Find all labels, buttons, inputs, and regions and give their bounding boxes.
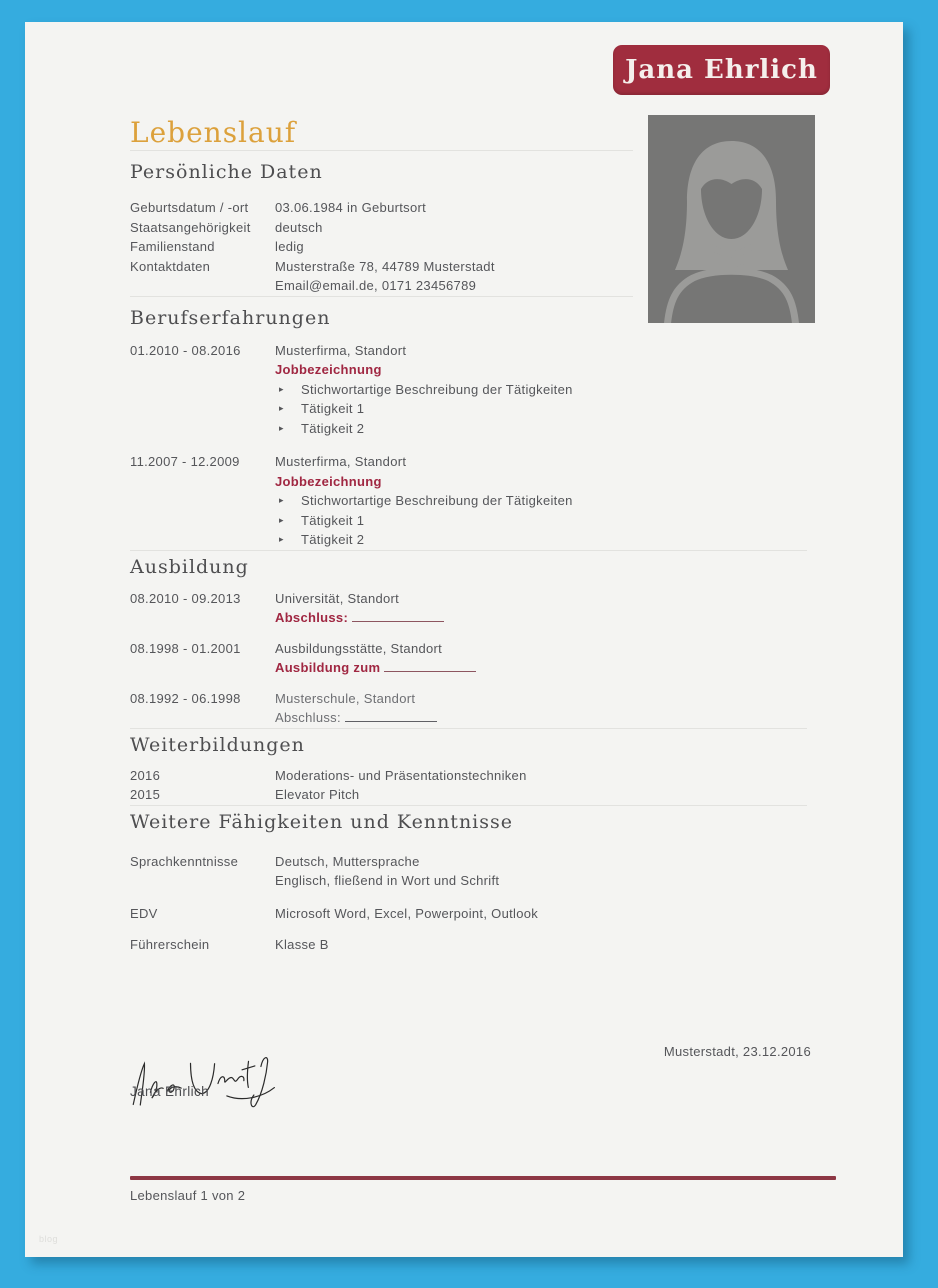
entry-period: 01.2010 - 08.2016 bbox=[130, 342, 241, 358]
row-value bbox=[275, 852, 811, 891]
row-label: Staatsangehörigkeit bbox=[130, 219, 251, 235]
training-row bbox=[130, 785, 811, 805]
row-title: Moderations- und Präsentationstechniken bbox=[275, 767, 527, 783]
row-label: Familienstand bbox=[130, 239, 215, 254]
entry-role: Jobbezeichnung bbox=[275, 473, 382, 489]
training-table bbox=[130, 766, 811, 805]
bullet-text: Tätigkeit 2 bbox=[301, 532, 365, 547]
row-year: 2015 bbox=[130, 787, 161, 802]
row-value: Microsoft Word, Excel, Powerpoint, Outlook bbox=[275, 905, 539, 921]
entry-bullets bbox=[275, 380, 573, 439]
personal-row bbox=[130, 218, 811, 238]
row-label: Geburtsdatum / -ort bbox=[130, 200, 249, 215]
triangle-bullet-icon: ▸ bbox=[279, 383, 284, 394]
entry-institution: Universität, Standort bbox=[275, 590, 400, 606]
skills-row bbox=[130, 852, 811, 891]
bullet-item bbox=[275, 530, 573, 550]
language-line: Englisch, fließend in Wort und Schrift bbox=[275, 873, 500, 888]
personal-data-table bbox=[130, 198, 811, 296]
bullet-item bbox=[275, 380, 573, 400]
row-label: Führerschein bbox=[130, 937, 210, 952]
triangle-bullet-icon: ▸ bbox=[279, 514, 284, 525]
entry-period: 08.1998 - 01.2001 bbox=[130, 640, 241, 656]
education-entry bbox=[130, 639, 811, 678]
education-entry bbox=[130, 689, 811, 728]
row-title: Elevator Pitch bbox=[275, 787, 360, 802]
section-heading-personal: Persönliche Daten bbox=[130, 161, 323, 183]
page-number-label: Lebenslauf 1 von 2 bbox=[130, 1188, 246, 1203]
triangle-bullet-icon: ▸ bbox=[279, 534, 284, 544]
divider bbox=[130, 150, 633, 151]
skills-row bbox=[130, 935, 811, 955]
divider bbox=[130, 805, 807, 806]
fill-in-blank bbox=[384, 661, 476, 672]
bullet-text: Stichwortartige Beschreibung der Tätigkeiten bbox=[301, 381, 573, 397]
row-value: Klasse B bbox=[275, 937, 329, 952]
language-line: Deutsch, Muttersprache bbox=[275, 853, 420, 869]
triangle-bullet-icon: ▸ bbox=[279, 495, 284, 505]
entry-institution: Musterschule, Standort bbox=[275, 690, 416, 706]
row-value: deutsch bbox=[275, 219, 323, 235]
personal-row bbox=[130, 237, 811, 257]
entry-bullets bbox=[275, 491, 573, 550]
entry-company: Musterfirma, Standort bbox=[275, 454, 407, 469]
page-title: Lebenslauf bbox=[130, 116, 297, 149]
experience-entry bbox=[130, 452, 811, 550]
entry-period: 08.1992 - 06.1998 bbox=[130, 690, 241, 706]
personal-row bbox=[130, 198, 811, 218]
degree-label: Abschluss: bbox=[275, 710, 341, 725]
entry-company: Musterfirma, Standort bbox=[275, 342, 407, 358]
education-entry bbox=[130, 589, 811, 628]
bullet-item bbox=[275, 511, 573, 531]
degree-label: Abschluss: bbox=[275, 610, 349, 625]
bullet-item bbox=[275, 491, 573, 511]
row-label: Sprachkenntnisse bbox=[130, 853, 239, 869]
training-row bbox=[130, 766, 811, 786]
entry-role: Jobbezeichnung bbox=[275, 362, 382, 377]
row-year: 2016 bbox=[130, 767, 161, 783]
section-heading-training: Weiterbildungen bbox=[130, 733, 305, 756]
row-label: Kontaktdaten bbox=[130, 258, 211, 274]
bullet-text: Tätigkeit 1 bbox=[301, 512, 365, 528]
bullet-text: Stichwortartige Beschreibung der Tätigkeiten bbox=[301, 493, 573, 508]
row-value bbox=[275, 257, 811, 296]
bullet-item bbox=[275, 419, 573, 439]
experience-entry bbox=[130, 341, 811, 439]
cv-page bbox=[25, 22, 903, 1257]
divider bbox=[130, 296, 633, 297]
address-line: Musterstraße 78, 44789 Musterstadt bbox=[275, 258, 495, 274]
fill-in-blank bbox=[352, 611, 444, 622]
bullet-item bbox=[275, 399, 573, 419]
place-date: Musterstadt, 23.12.2016 bbox=[663, 1044, 811, 1059]
degree-label: Ausbildung zum bbox=[275, 660, 381, 675]
bullet-text: Tätigkeit 2 bbox=[301, 420, 365, 436]
skills-table bbox=[130, 852, 811, 955]
name-banner: Jana Ehrlich bbox=[613, 45, 830, 95]
section-heading-skills: Weitere Fähigkeiten und Kenntnisse bbox=[130, 810, 514, 833]
watermark: blog bbox=[39, 1234, 59, 1244]
entry-institution: Ausbildungsstätte, Standort bbox=[275, 640, 443, 656]
row-value: ledig bbox=[275, 239, 304, 254]
divider bbox=[130, 728, 807, 729]
row-label: EDV bbox=[130, 905, 158, 921]
entry-period: 11.2007 - 12.2009 bbox=[130, 454, 240, 469]
personal-row bbox=[130, 257, 811, 296]
bullet-text: Tätigkeit 1 bbox=[301, 401, 365, 416]
triangle-bullet-icon: ▸ bbox=[279, 403, 284, 413]
fill-in-blank bbox=[345, 711, 437, 722]
triangle-bullet-icon: ▸ bbox=[279, 422, 284, 433]
entry-period: 08.2010 - 09.2013 bbox=[130, 590, 241, 606]
footer-accent-line bbox=[130, 1176, 836, 1180]
section-heading-education: Ausbildung bbox=[130, 555, 249, 578]
signed-name: Jana Ehrlich bbox=[130, 1084, 210, 1099]
contact-line: Email@email.de, 0171 23456789 bbox=[275, 278, 477, 293]
divider bbox=[130, 550, 807, 551]
section-heading-experience: Berufserfahrungen bbox=[130, 306, 331, 329]
skills-row bbox=[130, 904, 811, 924]
row-value: 03.06.1984 in Geburtsort bbox=[275, 200, 427, 215]
